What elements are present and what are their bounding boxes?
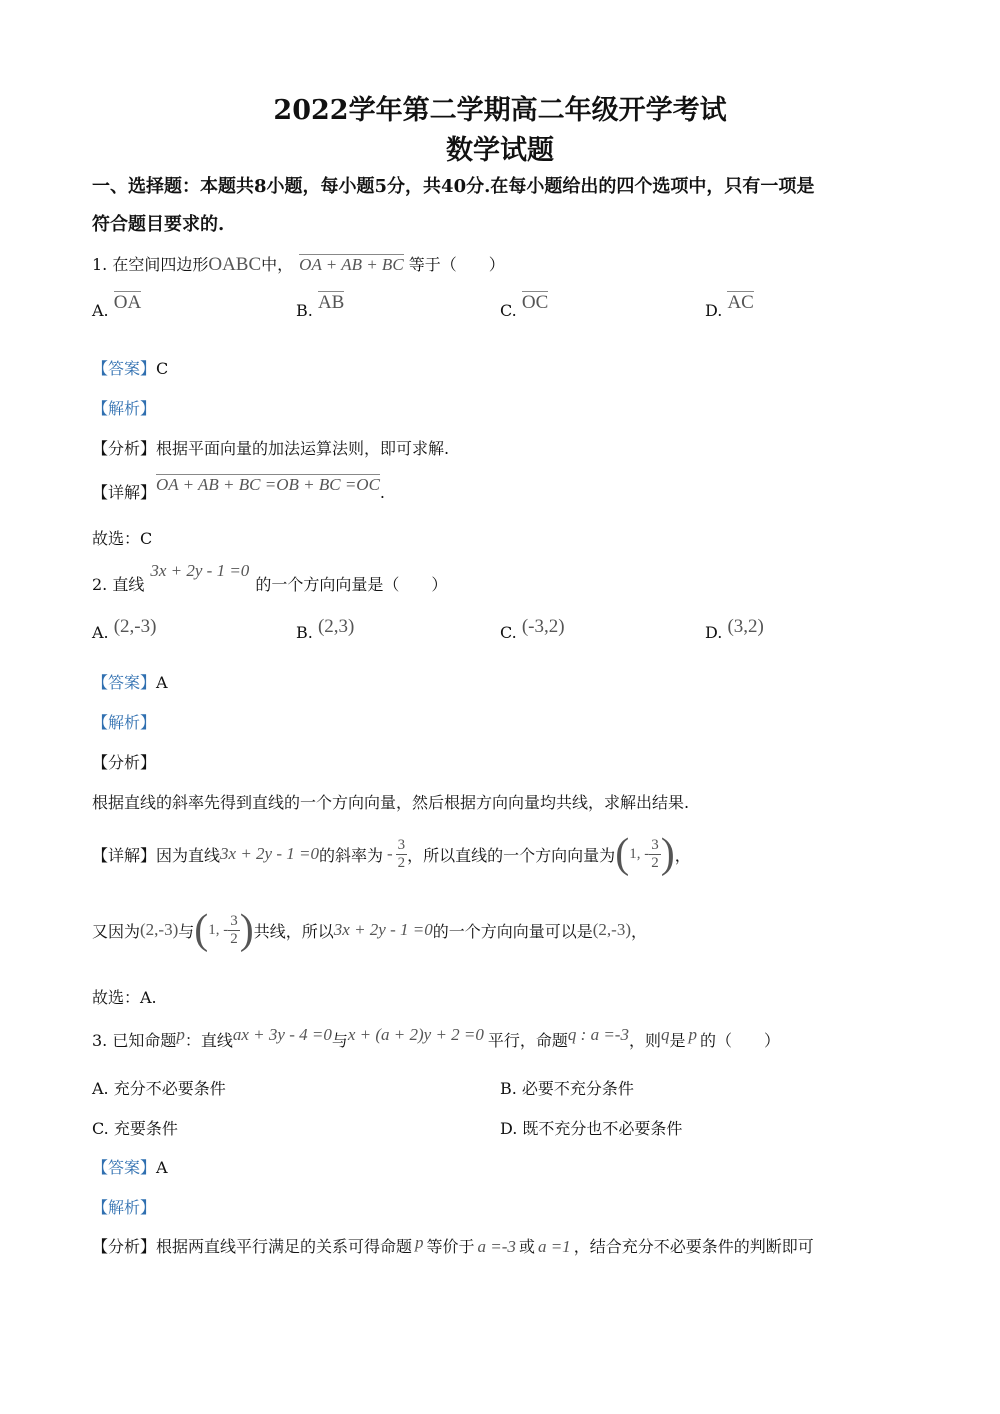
detail-expr: OA + AB + BC =OB + BC =OC [156, 475, 380, 494]
vec-fraction [228, 914, 240, 947]
q3-option-a: A. 充分不必要条件 [92, 1079, 226, 1098]
q3-text: 是 [669, 1031, 686, 1050]
q3-text: 的（ ） [700, 1031, 781, 1050]
fenxi-text: 或 [518, 1237, 535, 1256]
fenxi-v2: a =1 [537, 1237, 571, 1256]
option-value: AC [727, 292, 754, 313]
option-value: AB [317, 292, 345, 313]
detail-eq: 3x + 2y - 1 =0 [220, 844, 319, 863]
q3-text: 与 [331, 1031, 348, 1050]
paren-left: ( [194, 907, 209, 953]
answer-label: 【答案】 [92, 359, 157, 378]
fenxi-p: p [415, 1233, 424, 1252]
detail-text: 的一个方向向量可以是 [432, 921, 593, 941]
section-heading-line1: 一、选择题：本题共8小题，每小题5分，共40分.在每小题给出的四个选项中，只有一项是 [92, 176, 815, 197]
q2-analysis-label: 【解析】 [92, 713, 157, 732]
option-value: OA [113, 292, 142, 313]
q3-analysis-label: 【解析】 [92, 1198, 157, 1217]
q3-text: ：直线 [184, 1031, 233, 1050]
frac-num: 3 [230, 912, 238, 929]
q3-eq2: x + (a + 2)y + 2 =0 [347, 1025, 484, 1044]
q1-suffix: 等于（ ） [408, 255, 505, 274]
option-letter: A. [92, 623, 109, 642]
q3-answer [92, 1155, 168, 1178]
answer-label: 【答案】 [92, 1158, 157, 1177]
q2-line-eq: 3x + 2y - 1 =0 [150, 561, 250, 580]
fenxi-label: 【分析】 [92, 1237, 157, 1256]
answer-value: A [156, 673, 168, 692]
q3-q: q : a =-3 [567, 1025, 629, 1044]
detail-text: 共线，所以 [253, 921, 334, 941]
q2-fenxi-label: 【分析】 [92, 753, 157, 772]
frac-num: 3 [397, 836, 406, 853]
q1-answer [92, 356, 168, 379]
option-letter: A. [92, 301, 109, 320]
fenxi-text: 根据两直线平行满足的关系可得命题 [156, 1237, 413, 1256]
fenxi-v1: a =-3 [477, 1237, 516, 1256]
q3-p2: p [688, 1025, 697, 1044]
q3-text: 平行，命题 [487, 1031, 568, 1050]
q2-detail-line1 [92, 824, 691, 884]
q3-eq1: ax + 3y - 4 =0 [232, 1025, 332, 1044]
q1-option-b [296, 292, 345, 322]
q3-p: p [176, 1025, 185, 1044]
paren-right: ) [239, 907, 254, 953]
q1-analysis-label: 【解析】 [92, 399, 157, 418]
paren-right: ) [660, 831, 675, 877]
q3-q2: q [660, 1025, 670, 1044]
q1-expr: OA + AB + BC [299, 255, 404, 274]
page-subtitle: 数学试题 [446, 135, 554, 166]
frac-den: 2 [397, 854, 406, 871]
detail-fraction [396, 838, 408, 871]
option-value: (2,3) [317, 616, 355, 637]
frac-num: 3 [651, 836, 659, 853]
detail-label: 【详解】 [92, 483, 157, 502]
option-letter: B. [296, 623, 313, 642]
fenxi-text: 等价于 [426, 1237, 475, 1256]
detail-vec: (2,-3) [592, 920, 631, 939]
answer-label: 【答案】 [92, 673, 157, 692]
q3-fenxi [92, 1234, 814, 1257]
page-title: 2022学年第二学期高二年级开学考试 [273, 95, 727, 126]
fenxi-text: 根据平面向量的加法运算法则，即可求解. [156, 439, 450, 458]
q2-fenxi-body: 根据直线的斜率先得到直线的一个方向向量，然后根据方向向量均共线，求解出结果. [92, 793, 690, 812]
detail-vec: (2,-3) [140, 920, 179, 939]
option-letter: C. [500, 301, 517, 320]
q1-conclusion: 故选：C [92, 529, 153, 548]
detail-text: 又因为 [92, 921, 141, 941]
option-letter: C. [500, 623, 517, 642]
q2-option-a [92, 616, 157, 644]
detail-end: ， [674, 845, 691, 865]
detail-text: 与 [178, 921, 195, 941]
option-value: (3,2) [727, 616, 764, 637]
fenxi-label: 【分析】 [92, 439, 157, 458]
detail-end: . [379, 483, 386, 502]
answer-value: C [156, 359, 169, 378]
q1-option-d [705, 292, 754, 322]
vec-component: 1, - [208, 921, 229, 938]
q2-option-d [705, 616, 764, 644]
detail-sign: - [387, 844, 393, 863]
q3-option-b: B. 必要不充分条件 [500, 1079, 634, 1098]
q2-option-b [296, 616, 355, 644]
option-letter: D. [705, 301, 723, 320]
detail-text: 的斜率为 [318, 845, 383, 865]
fenxi-text: ，结合充分不必要条件的判断即可 [573, 1237, 814, 1256]
q3-option-d: D. 既不充分也不必要条件 [500, 1119, 683, 1138]
q1-option-a [92, 292, 142, 322]
option-letter: D. [705, 623, 723, 642]
q2-conclusion: 故选：A. [92, 988, 157, 1007]
q2-suffix: 的一个方向向量是（ ） [255, 575, 448, 594]
q1-detail [92, 475, 386, 503]
frac-den: 2 [651, 854, 659, 871]
vec-component: 1, - [629, 845, 650, 862]
q1-prefix: 1. 在空间四边形 [92, 255, 209, 274]
q2-stem [92, 561, 448, 595]
answer-value: A [156, 1158, 168, 1177]
detail-text: ，所以直线的一个方向向量为 [407, 845, 616, 865]
option-value: OC [521, 292, 549, 313]
option-value: (2,-3) [113, 616, 157, 637]
section-heading-line2: 符合题目要求的. [92, 214, 225, 235]
q3-stem [92, 1025, 781, 1051]
q2-detail-line2 [92, 900, 647, 960]
q1-shape: OABC [208, 254, 262, 275]
detail-label: 【详解】 [92, 845, 157, 865]
detail-end: ， [630, 921, 647, 941]
q3-text: ，则 [628, 1031, 661, 1050]
q1-fenxi [92, 436, 449, 459]
option-value: (-3,2) [521, 616, 565, 637]
q1-option-c [500, 292, 549, 322]
q3-option-c: C. 充要条件 [92, 1119, 178, 1138]
paren-left: ( [615, 831, 630, 877]
q1-stem [92, 252, 505, 276]
q2-prefix: 2. 直线 [92, 575, 145, 594]
q3-prefix: 3. 已知命题 [92, 1031, 177, 1050]
q2-answer [92, 670, 168, 693]
vec-fraction [649, 838, 661, 871]
option-letter: B. [296, 301, 313, 320]
q1-mid: 中， [261, 255, 294, 274]
q2-option-c [500, 616, 565, 644]
detail-eq: 3x + 2y - 1 =0 [333, 920, 433, 939]
frac-den: 2 [230, 930, 238, 947]
detail-text: 因为直线 [156, 845, 221, 865]
